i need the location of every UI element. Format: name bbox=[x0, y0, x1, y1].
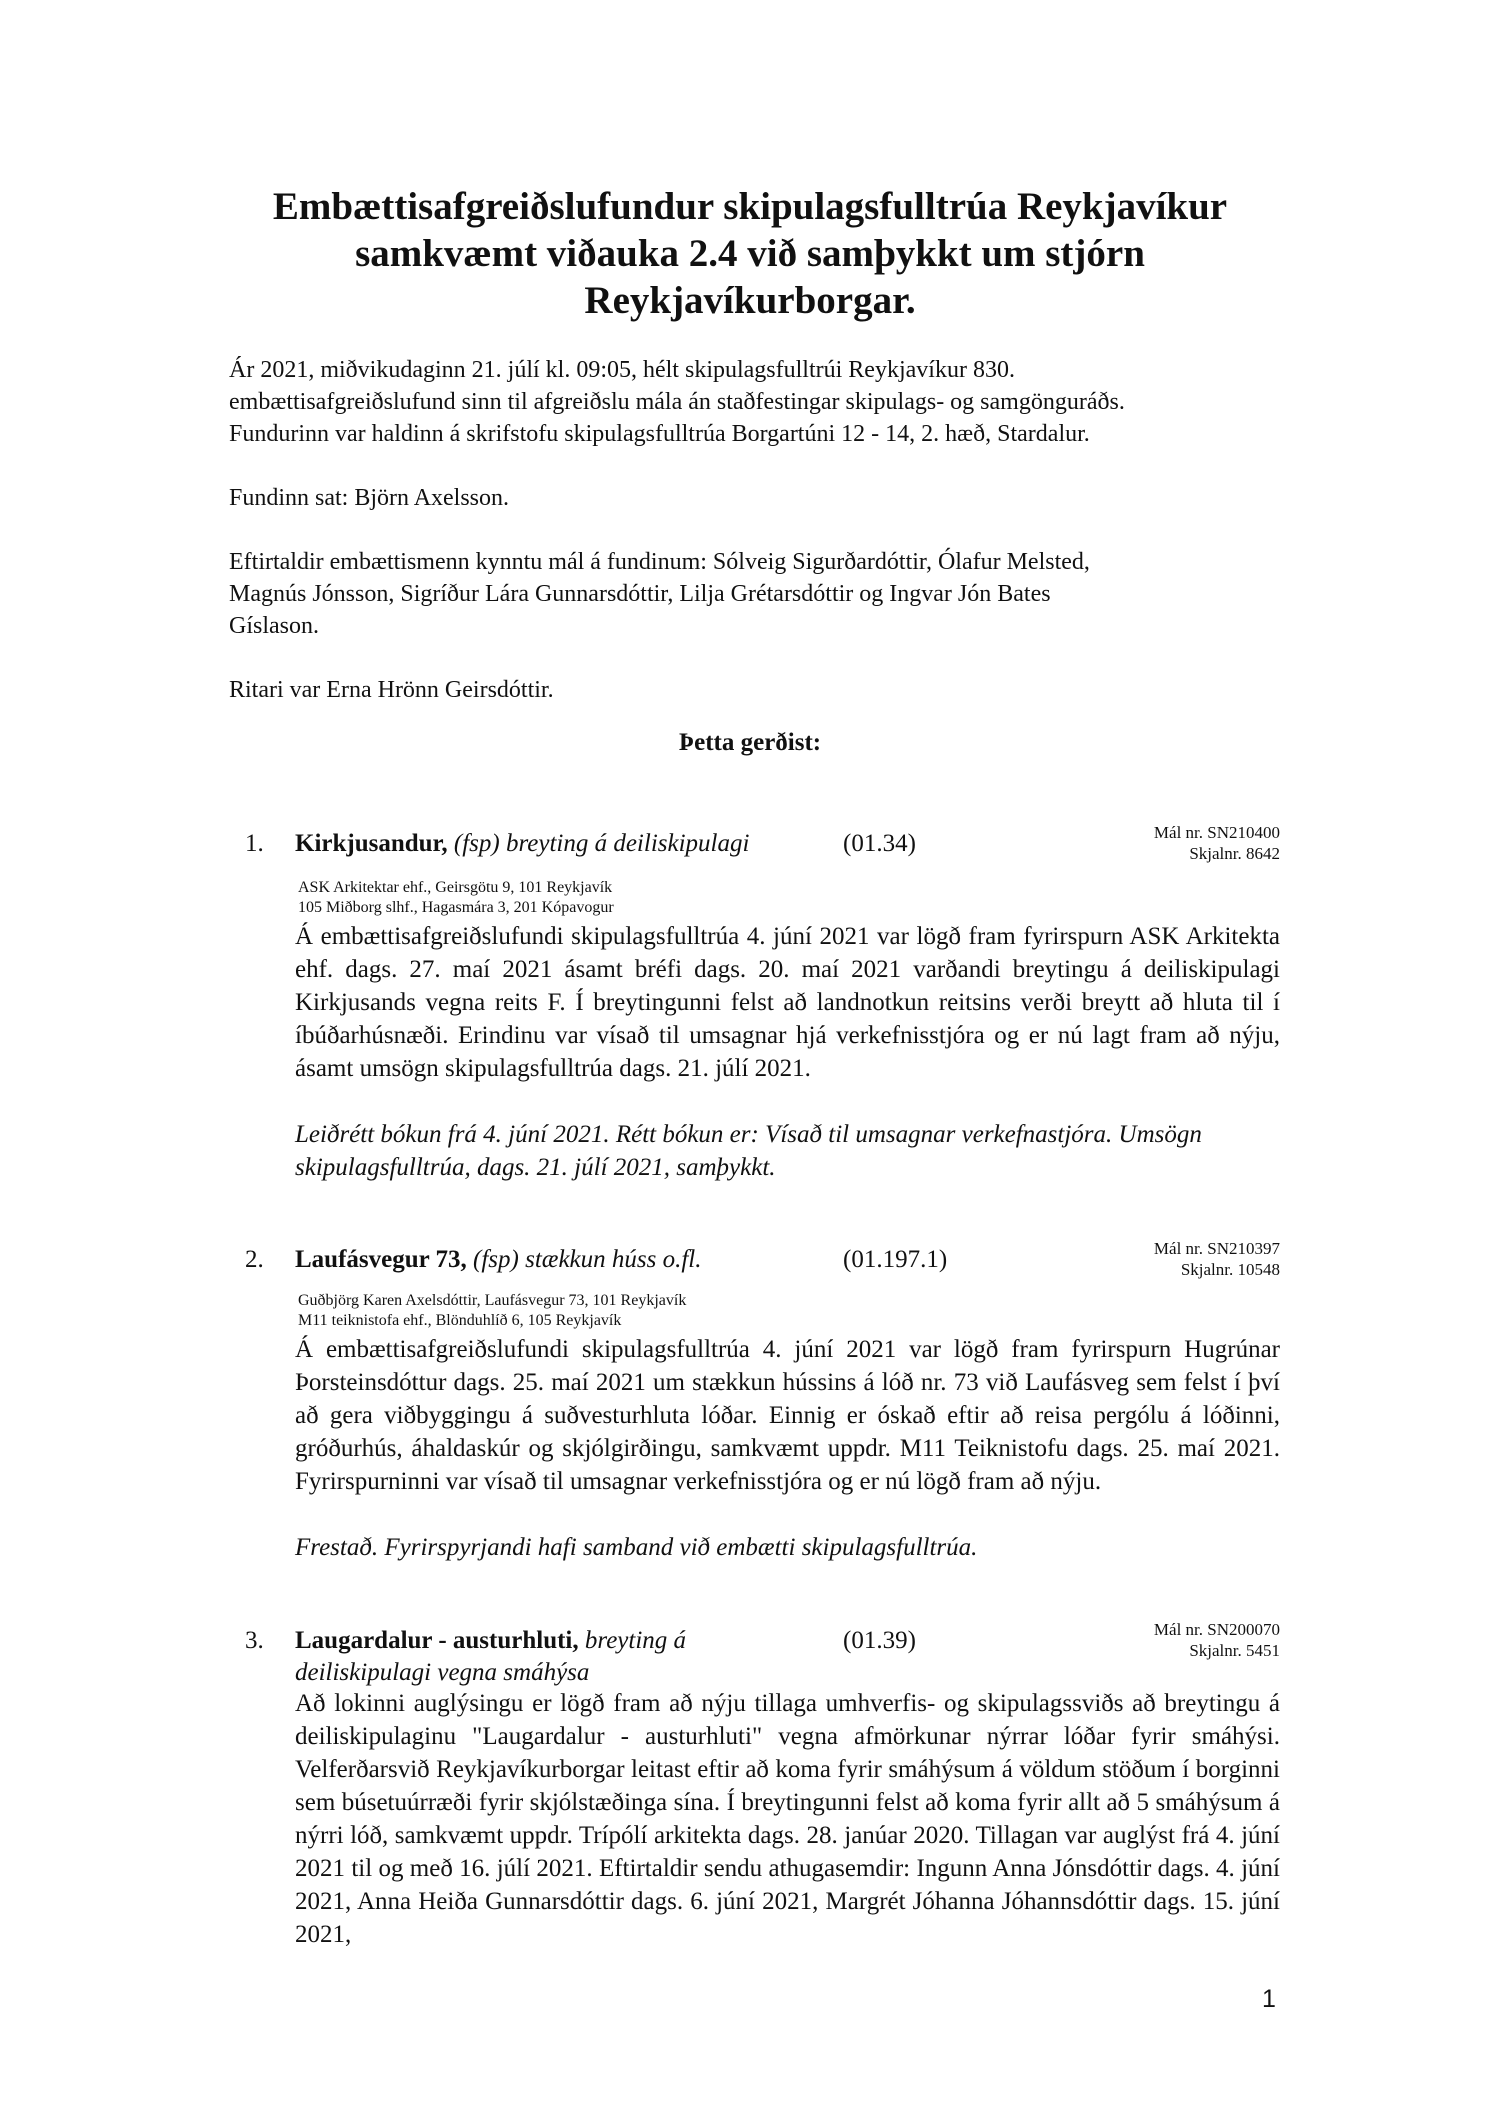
item-reference bbox=[1154, 1238, 1280, 1280]
item-reference bbox=[1154, 1619, 1280, 1661]
item-land-code: (01.39) bbox=[843, 1627, 916, 1654]
item-subject: (fsp) stækkun húss o.fl. bbox=[473, 1246, 702, 1273]
item-number: 2. bbox=[245, 1246, 264, 1273]
officials-paragraph bbox=[229, 546, 1309, 642]
officials-line-3: Gíslason. bbox=[229, 613, 319, 639]
case-number: Mál nr. SN200070 bbox=[1153, 1620, 1280, 1639]
attendee-paragraph: Fundinn sat: Björn Axelsson. bbox=[229, 485, 510, 511]
item-land-code: (01.197.1) bbox=[843, 1246, 948, 1273]
item-name: Kirkjusandur, bbox=[295, 830, 448, 857]
item-number: 1. bbox=[245, 830, 264, 857]
document-number: Skjalnr. 5451 bbox=[1189, 1641, 1280, 1660]
item-subject: breyting á bbox=[584, 1627, 687, 1654]
document-number: Skjalnr. 8642 bbox=[1189, 844, 1280, 863]
item-name: Laufásvegur 73, bbox=[295, 1246, 467, 1273]
item-land-code: (01.34) bbox=[843, 830, 916, 857]
item-body: Að lokinni auglýsingu er lögð fram að nýju tillaga umhverfis- og skipulagssviðs að breytingu á deiliskipulaginu "Laugardalur - austurhluti" vegna afmörkunar nýrrar lóðar fyrir smáhýsi. Velferðarsvið Reykjavíkurborgar leitast eftir að koma fyrir smáhýsum á völdum stöðum í borginni sem búsetuúrræði fyrir skjólstæðinga sína. Í breytingunni felst að koma fyrir allt að 5 smáhýsum á nýrri lóð, samkvæmt uppdr. Trípólí arkitekta dags. 28. janúar 2020. Tillagan var auglýst frá 4. júní 2021 til og með 16. júlí 2021. Eftirtaldir sendu athugasemdir: Ingunn Anna Jónsdóttir dags. 4. júní 2021, Anna Heiða Gunnarsdóttir dags. 6. júní 2021, Margrét Jóhanna Jóhannsdóttir dags. 15. júní 2021, bbox=[295, 1690, 1280, 1948]
page-title: Embættisafgreiðslufundur skipulagsfulltrúa Reykjavíkur samkvæmt viðauka 2.4 við samþykkt um stjórn Reykjavíkurborgar. bbox=[272, 185, 1228, 322]
item-heading bbox=[295, 828, 815, 860]
item-number: 3. bbox=[245, 1627, 264, 1654]
item-name: Laugardalur - austurhluti, bbox=[295, 1627, 579, 1654]
case-number: Mál nr. SN210397 bbox=[1153, 1239, 1280, 1258]
officials-line-2: Magnús Jónsson, Sigríður Lára Gunnarsdóttir, Lilja Grétarsdóttir og Ingvar Jón Bates bbox=[229, 581, 1051, 607]
case-number: Mál nr. SN210400 bbox=[1153, 823, 1280, 842]
item-decision: Frestað. Fyrirspyrjandi hafi samband við embætti skipulagsfulltrúa. bbox=[295, 1534, 978, 1561]
intro-line-3: Fundurinn var haldinn á skrifstofu skipulagsfulltrúa Borgartúni 12 - 14, 2. hæð, Stardalur. bbox=[229, 421, 1090, 447]
document-number: Skjalnr. 10548 bbox=[1180, 1260, 1280, 1279]
intro-line-2: embættisafgreiðslufund sinn til afgreiðslu mála án staðfestingar skipulags- og samgönguráðs. bbox=[229, 389, 1125, 415]
item-decision: Leiðrétt bókun frá 4. júní 2021. Rétt bókun er: Vísað til umsagnar verkefnastjóra. Umsögn skipulagsfulltrúa, dags. 21. júlí 2021, samþykkt. bbox=[295, 1121, 1202, 1181]
item-body: Á embættisafgreiðslufundi skipulagsfulltrúa 4. júní 2021 var lögð fram fyrirspurn Hugrúnar Þorsteinsdóttur dags. 25. maí 2021 um stækkun hússins á lóð nr. 73 við Laufásveg sem felst í því að gera viðbyggingu á suðvesturhluta lóðar. Einnig er óskað eftir að reisa pergólu á lóðinni, gróðurhús, áhaldaskúr og skjólgirðingu, samkvæmt uppdr. M11 Teiknistofu dags. 25. maí 2021. Fyrirspurninni var vísað til umsagnar verkefnisstjóra og er nú lögð fram að nýju. bbox=[295, 1336, 1280, 1495]
applicant: 105 Miðborg slhf., Hagasmára 3, 201 Kópavogur bbox=[298, 899, 614, 916]
secretary-paragraph: Ritari var Erna Hrönn Geirsdóttir. bbox=[229, 677, 554, 703]
applicant: M11 teiknistofa ehf., Blönduhlíð 6, 105 Reykjavík bbox=[298, 1312, 622, 1329]
page-number: 1 bbox=[1262, 1985, 1276, 2013]
item-subject-continued: deiliskipulagi vegna smáhýsa bbox=[295, 1659, 590, 1686]
item-body: Á embættisafgreiðslufundi skipulagsfulltrúa 4. júní 2021 var lögð fram fyrirspurn ASK Arkitekta ehf. dags. 27. maí 2021 ásamt bréfi dags. 20. maí 2021 varðandi breytingu á deiliskipulagi Kirkjusands vegna reits F. Í breytingunni felst að landnotkun reitsins verði breytt að hluta til í íbúðarhúsnæði. Erindinu var vísað til umsagnar hjá verkefnisstjóra og er nú lagt fram að nýju, ásamt umsögn skipulagsfulltrúa dags. 21. júlí 2021. bbox=[295, 923, 1280, 1082]
applicant-list bbox=[298, 878, 614, 918]
item-heading bbox=[295, 1244, 815, 1276]
section-heading: Þetta gerðist: bbox=[678, 729, 822, 756]
applicant-list bbox=[298, 1291, 686, 1331]
officials-line-1: Eftirtaldir embættismenn kynntu mál á fundinum: Sólveig Sigurðardóttir, Ólafur Melsted, bbox=[229, 549, 1090, 575]
item-heading bbox=[295, 1625, 755, 1689]
item-reference bbox=[1154, 822, 1280, 864]
applicant: Guðbjörg Karen Axelsdóttir, Laufásvegur 73, 101 Reykjavík bbox=[298, 1292, 687, 1309]
applicant: ASK Arkitektar ehf., Geirsgötu 9, 101 Reykjavík bbox=[298, 879, 613, 896]
item-subject: (fsp) breyting á deiliskipulagi bbox=[453, 830, 750, 857]
intro-paragraph bbox=[229, 354, 1309, 450]
intro-line-1: Ár 2021, miðvikudaginn 21. júlí kl. 09:05, hélt skipulagsfulltrúi Reykjavíkur 830. bbox=[229, 357, 1015, 383]
